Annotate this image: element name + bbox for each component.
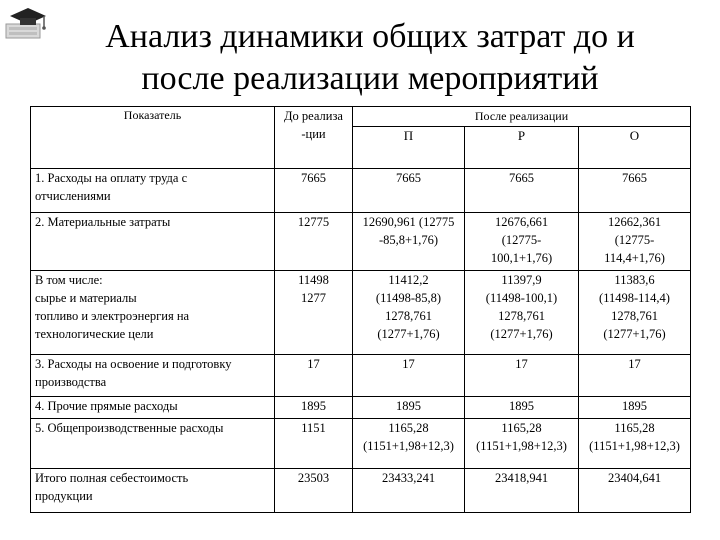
cell-o: 23404,641: [579, 469, 691, 513]
table-row: [31, 397, 691, 419]
cell-before: 12775: [275, 213, 353, 271]
page-title: [40, 16, 700, 100]
cell-o: 12662,361 (12775- 114,4+1,76): [579, 213, 691, 271]
cell-o: 7665: [579, 169, 691, 213]
cell-p: 23433,241: [353, 469, 465, 513]
table-row: [31, 213, 691, 271]
cell-r: 11397,9 (11498-100,1) 1278,761 (1277+1,76): [465, 271, 579, 355]
cell-p: 17: [353, 355, 465, 397]
row-label: 1. Расходы на оплату труда с отчислениями: [31, 169, 275, 213]
cell-before: 11498 1277: [275, 271, 353, 355]
cell-p: 12690,961 (12775 -85,8+1,76): [353, 213, 465, 271]
table-row-total: [31, 469, 691, 513]
cell-before: 17: [275, 355, 353, 397]
cell-before: 1151: [275, 419, 353, 469]
costs-table: [30, 106, 691, 513]
header-before: До реализа -ции: [275, 107, 353, 169]
cell-o: 17: [579, 355, 691, 397]
table-row: [31, 419, 691, 469]
cell-before: 23503: [275, 469, 353, 513]
cell-o: 11383,6 (11498-114,4) 1278,761 (1277+1,76): [579, 271, 691, 355]
cell-r: 1165,28 (1151+1,98+12,3): [465, 419, 579, 469]
table-row: [31, 169, 691, 213]
header-p: П: [353, 127, 465, 169]
cell-p: 7665: [353, 169, 465, 213]
table-row: [31, 355, 691, 397]
header-indicator: Показатель: [31, 107, 275, 169]
title-line-1: Анализ динамики общих затрат до и: [105, 18, 635, 55]
row-label: В том числе: сырье и материалы топливо и электроэнергия на технологические цели: [31, 271, 275, 355]
header-r: Р: [465, 127, 579, 169]
cell-before: 1895: [275, 397, 353, 419]
header-after: После реализации: [353, 107, 691, 127]
row-label: Итого полная себестоимость продукции: [31, 469, 275, 513]
cell-r: 1895: [465, 397, 579, 419]
cell-before: 7665: [275, 169, 353, 213]
table-header-row: [31, 107, 691, 127]
cell-o: 1165,28 (1151+1,98+12,3): [579, 419, 691, 469]
row-label: 5. Общепроизводственные расходы: [31, 419, 275, 469]
cell-o: 1895: [579, 397, 691, 419]
header-o: О: [579, 127, 691, 169]
row-label: 4. Прочие прямые расходы: [31, 397, 275, 419]
table-row: [31, 271, 691, 355]
row-label: 2. Материальные затраты: [31, 213, 275, 271]
cell-r: 17: [465, 355, 579, 397]
cell-p: 1895: [353, 397, 465, 419]
cell-p: 1165,28 (1151+1,98+12,3): [353, 419, 465, 469]
title-line-2: после реализации мероприятий: [141, 60, 599, 97]
cell-r: 12676,661 (12775- 100,1+1,76): [465, 213, 579, 271]
cell-p: 11412,2 (11498-85,8) 1278,761 (1277+1,76): [353, 271, 465, 355]
row-label: 3. Расходы на освоение и подготовку производства: [31, 355, 275, 397]
cell-r: 23418,941: [465, 469, 579, 513]
cell-r: 7665: [465, 169, 579, 213]
